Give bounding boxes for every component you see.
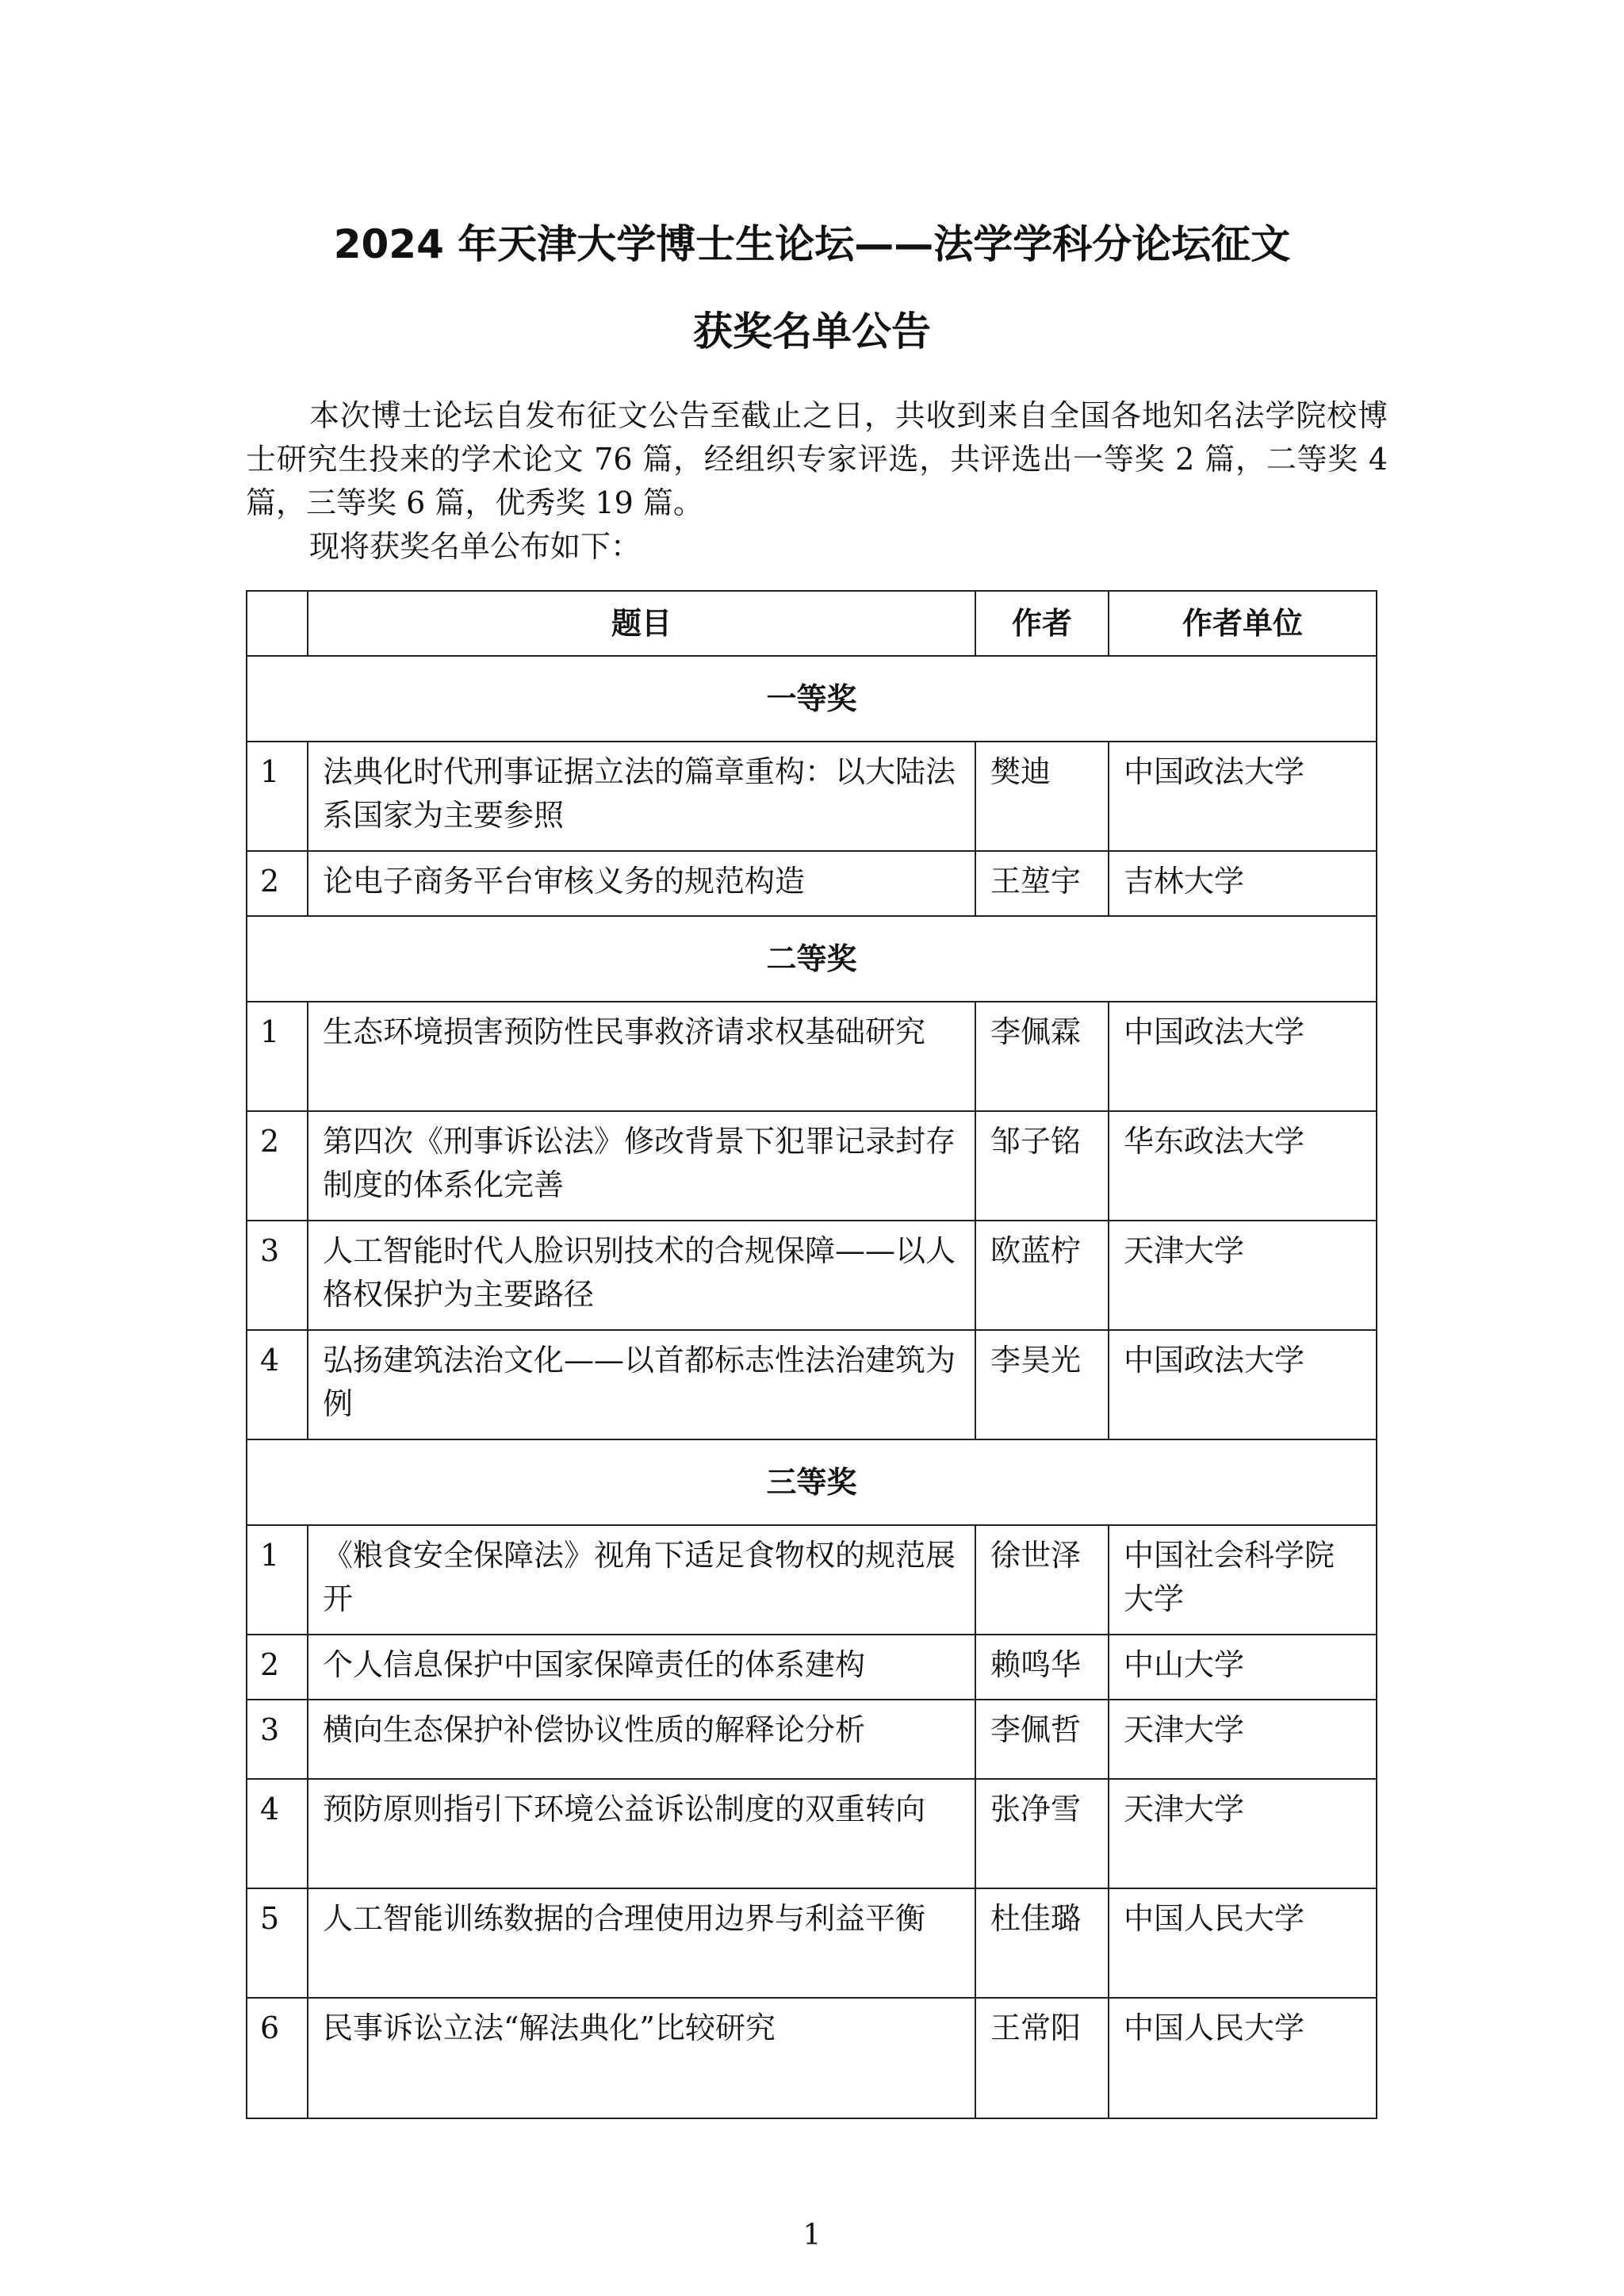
- section-title: 一等奖: [247, 656, 1377, 742]
- cell-org: 中国政法大学: [1109, 1002, 1377, 1111]
- cell-index: 3: [247, 1221, 308, 1330]
- cell-author: 徐世泽: [975, 1525, 1109, 1635]
- table-row: [247, 1888, 1377, 1998]
- cell-title: 论电子商务平台审核义务的规范构造: [308, 851, 975, 916]
- cell-title: 《粮食安全保障法》视角下适足食物权的规范展开: [308, 1525, 975, 1635]
- cell-author: 张净雪: [975, 1779, 1109, 1888]
- cell-org: 华东政法大学: [1109, 1111, 1377, 1221]
- table-header-row: [247, 591, 1377, 656]
- table-row: [247, 1779, 1377, 1888]
- table-row: [247, 1111, 1377, 1221]
- section-title: 三等奖: [247, 1439, 1377, 1525]
- table-row: [247, 1221, 1377, 1330]
- cell-author: 欧蓝柠: [975, 1221, 1109, 1330]
- intro-paragraph: 本次博士论坛自发布征文公告至截止之日，共收到来自全国各地知名法学院校博士研究生投来的学术论文 76 篇，经组织专家评选，共评选出一等奖 2 篇，二等奖 4 篇，三等奖 6 篇，优秀奖 19 篇。: [246, 398, 1388, 520]
- cell-author: 赖鸣华: [975, 1635, 1109, 1700]
- table-row: [247, 1330, 1377, 1439]
- cell-index: 6: [247, 1998, 308, 2118]
- award-table: [246, 590, 1377, 2119]
- cell-org: 天津大学: [1109, 1221, 1377, 1330]
- cell-title: 弘扬建筑法治文化——以首都标志性法治建筑为例: [308, 1330, 975, 1439]
- cell-org: 天津大学: [1109, 1779, 1377, 1888]
- title-line-2: 获奖名单公告: [693, 309, 931, 355]
- table-row: [247, 1635, 1377, 1700]
- section-title: 二等奖: [247, 916, 1377, 1002]
- cell-index: 5: [247, 1888, 308, 1998]
- header-title: 题目: [308, 591, 975, 656]
- intro-paragraph-2: 现将获奖名单公布如下：: [309, 529, 642, 564]
- cell-author: 李佩哲: [975, 1700, 1109, 1779]
- cell-title: 个人信息保护中国家保障责任的体系建构: [308, 1635, 975, 1700]
- cell-org: 天津大学: [1109, 1700, 1377, 1779]
- table-row: [247, 1525, 1377, 1635]
- cell-index: 2: [247, 851, 308, 916]
- cell-author: 杜佳璐: [975, 1888, 1109, 1998]
- cell-org: 中山大学: [1109, 1635, 1377, 1700]
- cell-org: 中国政法大学: [1109, 742, 1377, 851]
- cell-index: 4: [247, 1779, 308, 1888]
- cell-org: 中国政法大学: [1109, 1330, 1377, 1439]
- cell-index: 4: [247, 1330, 308, 1439]
- table-row: [247, 1998, 1377, 2118]
- cell-title: 人工智能时代人脸识别技术的合规保障——以人格权保护为主要路径: [308, 1221, 975, 1330]
- cell-title: 横向生态保护补偿协议性质的解释论分析: [308, 1700, 975, 1779]
- cell-title: 法典化时代刑事证据立法的篇章重构：以大陆法系国家为主要参照: [308, 742, 975, 851]
- table-row: [247, 851, 1377, 916]
- table-row: [247, 1700, 1377, 1779]
- cell-author: 邹子铭: [975, 1111, 1109, 1221]
- table-row: [247, 742, 1377, 851]
- cell-org: 中国社会科学院大学: [1109, 1525, 1377, 1635]
- cell-author: 李昊光: [975, 1330, 1109, 1439]
- cell-author: 王堃宇: [975, 851, 1109, 916]
- cell-author: 李佩霖: [975, 1002, 1109, 1111]
- section-row: [247, 916, 1377, 1002]
- cell-author: 樊迪: [975, 742, 1109, 851]
- cell-index: 1: [247, 1525, 308, 1635]
- cell-index: 1: [247, 1002, 308, 1111]
- title-line-1: 2024 年天津大学博士生论坛——法学学科分论坛征文: [333, 221, 1291, 267]
- cell-title: 人工智能训练数据的合理使用边界与利益平衡: [308, 1888, 975, 1998]
- header-index: [247, 591, 308, 656]
- cell-org: 中国人民大学: [1109, 1888, 1377, 1998]
- cell-index: 1: [247, 742, 308, 851]
- cell-author: 王常阳: [975, 1998, 1109, 2118]
- section-row: [247, 1439, 1377, 1525]
- section-row: [247, 656, 1377, 742]
- cell-title: 第四次《刑事诉讼法》修改背景下犯罪记录封存制度的体系化完善: [308, 1111, 975, 1221]
- header-author: 作者: [975, 591, 1109, 656]
- cell-title: 预防原则指引下环境公益诉讼制度的双重转向: [308, 1779, 975, 1888]
- cell-org: 中国人民大学: [1109, 1998, 1377, 2118]
- cell-index: 2: [247, 1111, 308, 1221]
- page-number: 1: [802, 2219, 822, 2252]
- cell-org: 吉林大学: [1109, 851, 1377, 916]
- header-org: 作者单位: [1109, 591, 1377, 656]
- cell-title: 民事诉讼立法“解法典化”比较研究: [308, 1998, 975, 2118]
- cell-title: 生态环境损害预防性民事救济请求权基础研究: [308, 1002, 975, 1111]
- cell-index: 3: [247, 1700, 308, 1779]
- cell-index: 2: [247, 1635, 308, 1700]
- table-row: [247, 1002, 1377, 1111]
